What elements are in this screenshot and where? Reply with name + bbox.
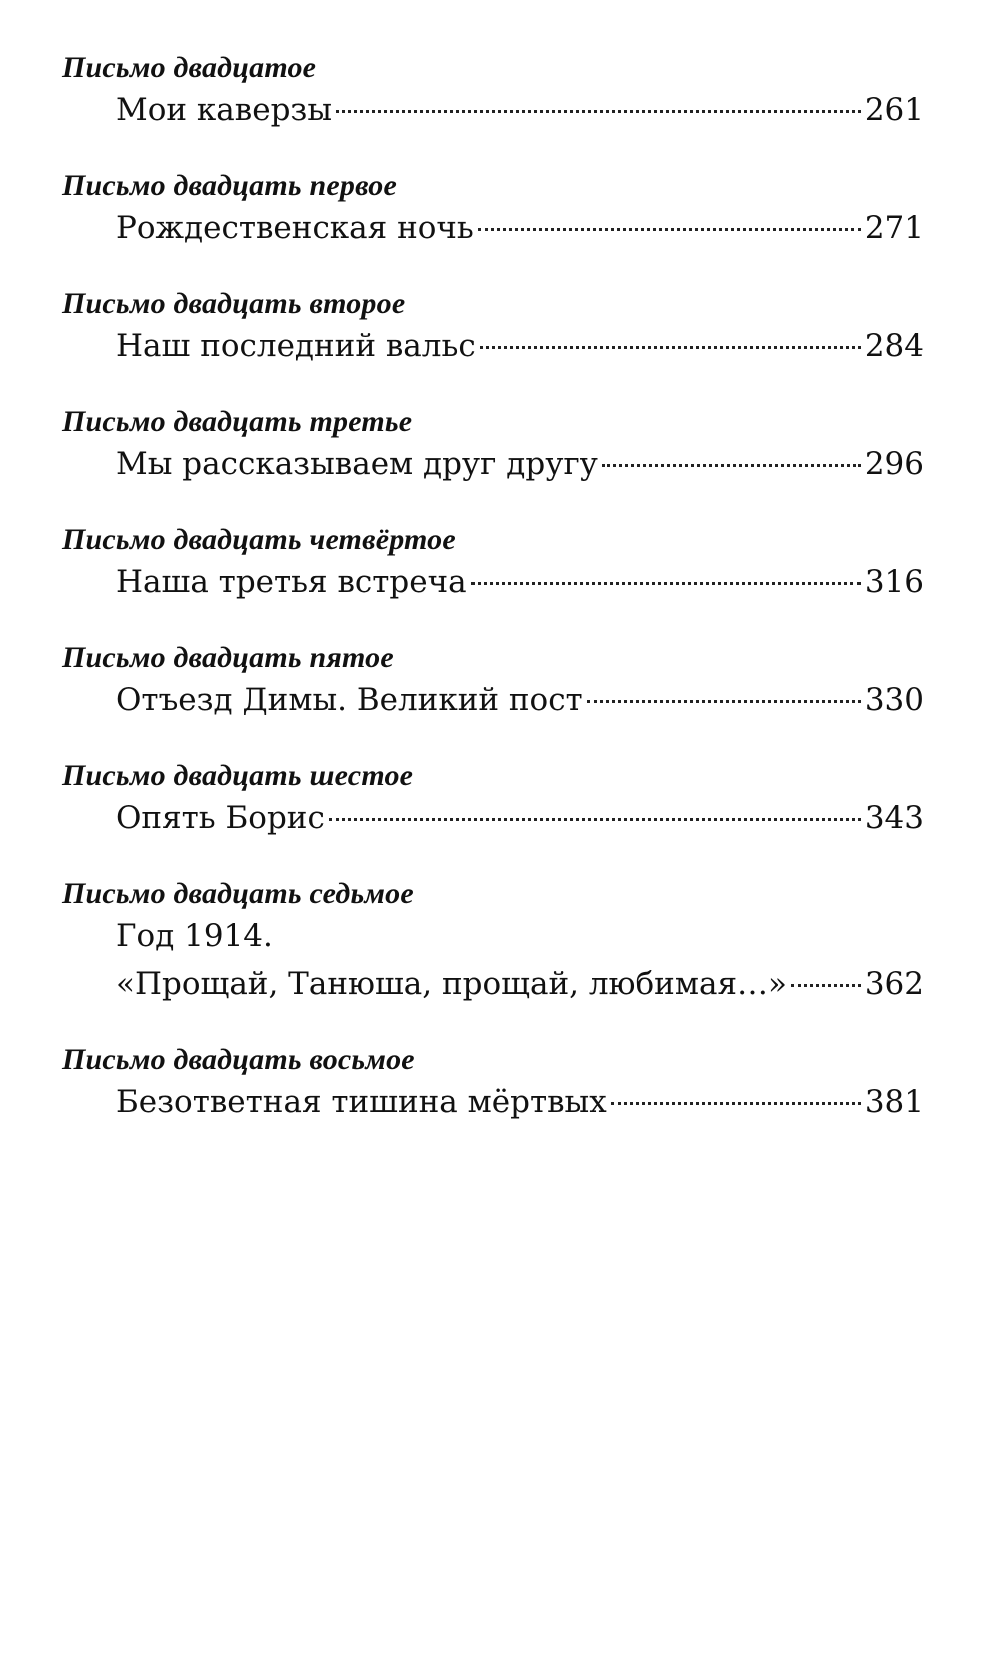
dot-leader xyxy=(471,582,861,585)
dot-leader xyxy=(480,346,861,349)
toc-entry-page-number: 296 xyxy=(864,446,924,482)
toc-entry xyxy=(62,50,924,134)
toc-entry-line xyxy=(116,1078,924,1126)
toc-entry xyxy=(62,758,924,842)
toc-entry-page-number: 343 xyxy=(864,800,924,836)
toc-entry-line xyxy=(116,558,924,606)
dot-leader xyxy=(329,818,861,821)
toc-entry-page-number: 316 xyxy=(864,564,924,600)
toc-entry-line xyxy=(116,794,924,842)
toc-entry-title: Наш последний вальс xyxy=(116,328,476,364)
table-of-contents xyxy=(62,50,924,1160)
toc-entry-page-number: 284 xyxy=(864,328,924,364)
toc-entry-line xyxy=(116,912,924,960)
toc-entry xyxy=(62,404,924,488)
toc-entry-page-number: 362 xyxy=(864,966,924,1002)
toc-entry-heading: Письмо двадцать четвёртое xyxy=(62,523,456,556)
toc-entry-title: Отъезд Димы. Великий пост xyxy=(116,682,583,718)
toc-entry-page-number: 261 xyxy=(864,92,924,128)
toc-entry-line xyxy=(116,204,924,252)
toc-entry xyxy=(62,522,924,606)
toc-entry xyxy=(62,286,924,370)
toc-entry-heading: Письмо двадцать седьмое xyxy=(62,877,414,910)
toc-entry-line xyxy=(116,676,924,724)
toc-entry-line xyxy=(116,86,924,134)
dot-leader xyxy=(587,700,861,703)
toc-entry xyxy=(62,1042,924,1126)
dot-leader xyxy=(478,228,861,231)
toc-entry-title: Мы рассказываем друг другу xyxy=(116,446,598,482)
toc-entry-line xyxy=(116,960,924,1008)
toc-entry-line xyxy=(116,440,924,488)
toc-entry-page-number: 271 xyxy=(864,210,924,246)
toc-entry xyxy=(62,876,924,1008)
toc-entry-title: Мои каверзы xyxy=(116,92,333,128)
toc-entry xyxy=(62,640,924,724)
dot-leader xyxy=(602,464,861,467)
dot-leader xyxy=(791,984,861,987)
toc-entry xyxy=(62,168,924,252)
dot-leader xyxy=(336,110,861,113)
toc-entry-heading: Письмо двадцать восьмое xyxy=(62,1043,415,1076)
toc-entry-title: Год 1914. xyxy=(116,918,273,954)
toc-entry-heading: Письмо двадцать шестое xyxy=(62,759,414,792)
toc-entry-title: Рождественская ночь xyxy=(116,210,474,246)
toc-entry-title: «Прощай, Танюша, прощай, любимая…» xyxy=(116,966,787,1002)
toc-entry-title: Опять Борис xyxy=(116,800,325,836)
toc-entry-heading: Письмо двадцатое xyxy=(62,51,317,84)
toc-entry-heading: Письмо двадцать пятое xyxy=(62,641,394,674)
toc-entry-heading: Письмо двадцать первое xyxy=(62,169,398,202)
toc-entry-page-number: 330 xyxy=(864,682,924,718)
toc-entry-title: Наша третья встреча xyxy=(116,564,467,600)
dot-leader xyxy=(611,1102,861,1105)
toc-entry-page-number: 381 xyxy=(864,1084,924,1120)
toc-entry-title: Безответная тишина мёртвых xyxy=(116,1084,607,1120)
toc-entry-heading: Письмо двадцать третье xyxy=(62,405,413,438)
toc-entry-heading: Письмо двадцать второе xyxy=(62,287,406,320)
toc-entry-line xyxy=(116,322,924,370)
